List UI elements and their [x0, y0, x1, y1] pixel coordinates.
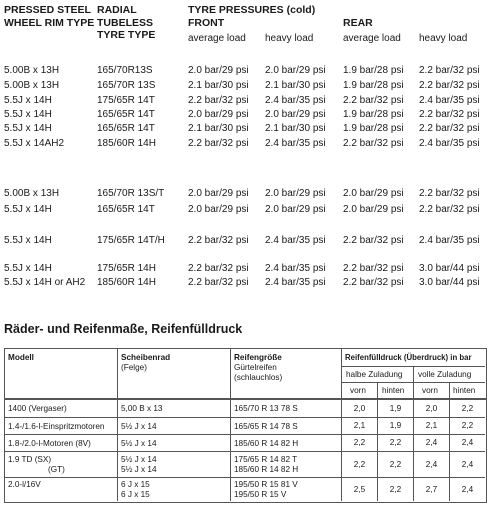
- tyre-header-line2: TUBELESS: [97, 16, 154, 29]
- english-cell-rim-type: 5.5J x 14H: [4, 109, 52, 120]
- german-cell-reifen: 165/70 R 13 78 S: [234, 404, 298, 413]
- english-cell-front-heavy: 2.4 bar/35 psi: [265, 263, 326, 274]
- english-cell-tyre-type: 165/70R 13S: [97, 80, 156, 91]
- english-cell-tyre-type: 175/65R 14T: [97, 95, 155, 106]
- tyre-type-header: [97, 4, 155, 42]
- rear-header: REAR: [343, 17, 373, 29]
- english-cell-rim-type: 5.5J x 14H: [4, 95, 52, 106]
- german-cell-reifen: 165/65 R 14 78 S: [234, 421, 298, 431]
- english-cell-rear-heavy: 2.2 bar/32 psi: [419, 80, 480, 91]
- felge-header: (Felge): [121, 363, 147, 372]
- rim-header-line1: PRESSED STEEL: [4, 4, 91, 16]
- english-cell-front-heavy: 2.1 bar/30 psi: [265, 80, 326, 91]
- english-cell-rear-heavy: 2.4 bar/35 psi: [419, 235, 480, 246]
- english-cell-rear-heavy: 2.2 bar/32 psi: [419, 188, 480, 199]
- english-cell-front-heavy: 2.0 bar/29 psi: [265, 65, 326, 76]
- english-cell-rim-type: 5.5J x 14H: [4, 204, 52, 215]
- german-row-rule: [5, 434, 485, 435]
- english-cell-front-average: 2.1 bar/30 psi: [188, 80, 249, 91]
- volle-zuladung-header: volle Zuladung: [418, 370, 472, 379]
- german-cell-felge: 5,00 B x 13: [121, 404, 163, 413]
- german-cell-hinten-halbe: 1,9: [389, 403, 402, 413]
- english-cell-front-average: 2.2 bar/32 psi: [188, 277, 249, 288]
- english-cell-rear-heavy: 3.0 bar/44 psi: [419, 277, 480, 288]
- english-cell-rim-type: 5.00B x 13H: [4, 188, 60, 199]
- guertelreifen-header: Gürtelreifen: [234, 363, 277, 372]
- german-cell-felge: 5½ J x 14: [121, 438, 157, 448]
- german-cell-vorn-volle: 2,4: [425, 438, 438, 447]
- english-cell-tyre-type: 165/70R13S: [97, 65, 153, 76]
- hinten2-header: hinten: [453, 386, 476, 395]
- rear-heavy-load: heavy load: [419, 33, 468, 44]
- english-cell-front-average: 2.2 bar/32 psi: [188, 138, 249, 149]
- english-cell-front-heavy: 2.0 bar/29 psi: [265, 109, 326, 120]
- halbe-zuladung-header: halbe Zuladung: [346, 370, 403, 379]
- english-cell-tyre-type: 185/60R 14H: [97, 277, 156, 288]
- german-cell-felge: 5½ J x 14: [121, 455, 157, 464]
- german-cell-vorn-volle: 2,7: [425, 484, 438, 494]
- german-row-rule: [5, 451, 485, 452]
- german-cell-hinten-volle: 2,2: [461, 403, 474, 413]
- scheibenrad-header: Scheibenrad: [121, 353, 171, 362]
- english-cell-tyre-type: 185/60R 14H: [97, 138, 156, 149]
- rim-type-header: [4, 4, 94, 29]
- english-cell-tyre-type: 165/65R 14T: [97, 123, 155, 134]
- english-cell-rear-heavy: 2.2 bar/32 psi: [419, 123, 480, 134]
- english-cell-front-average: 2.2 bar/32 psi: [188, 95, 249, 106]
- english-cell-tyre-type: 175/65R 14H: [97, 263, 156, 274]
- english-cell-front-average: 2.0 bar/29 psi: [188, 65, 249, 76]
- english-cell-rear-heavy: 3.0 bar/44 psi: [419, 263, 480, 274]
- tyre-header-line3: TYRE TYPE: [97, 29, 156, 41]
- english-cell-front-heavy: 2.1 bar/30 psi: [265, 123, 326, 134]
- english-cell-rear-heavy: 2.2 bar/32 psi: [419, 65, 480, 76]
- fuelldruck-header: Reifenfülldruck (Überdruck) in bar: [345, 353, 472, 362]
- german-cell-vorn-halbe: 2,2: [353, 459, 366, 469]
- hinten1-header: hinten: [382, 386, 405, 395]
- front-average-load: average load: [188, 33, 246, 44]
- english-cell-front-heavy: 2.0 bar/29 psi: [265, 188, 326, 199]
- modell-header: Modell: [8, 353, 34, 362]
- english-cell-rim-type: 5.5J x 14H: [4, 235, 52, 246]
- german-cell-reifen: 175/65 R 14 82 T: [234, 455, 298, 464]
- english-cell-tyre-type: 165/70R 13S/T: [97, 188, 165, 199]
- english-cell-tyre-type: 165/65R 14T: [97, 109, 155, 120]
- english-cell-front-average: 2.0 bar/29 psi: [188, 109, 249, 120]
- english-cell-rim-type: 5.5J x 14H: [4, 123, 52, 134]
- english-cell-front-heavy: 2.0 bar/29 psi: [265, 204, 326, 215]
- english-cell-front-average: 2.1 bar/30 psi: [188, 123, 249, 134]
- english-cell-rear-heavy: 2.4 bar/35 psi: [419, 138, 480, 149]
- english-cell-front-heavy: 2.4 bar/35 psi: [265, 277, 326, 288]
- english-cell-rear-average: 1.9 bar/28 psi: [343, 109, 404, 120]
- schlauchlos-header: (schlauchlos): [234, 373, 283, 382]
- english-cell-rear-average: 2.2 bar/32 psi: [343, 235, 404, 246]
- english-cell-front-heavy: 2.4 bar/35 psi: [265, 95, 326, 106]
- english-cell-rear-heavy: 2.2 bar/32 psi: [419, 204, 480, 215]
- german-cell-vorn-volle: 2,0: [425, 403, 438, 413]
- english-cell-front-average: 2.2 bar/32 psi: [188, 235, 249, 246]
- english-cell-rim-type: 5.00B x 13H: [4, 80, 60, 91]
- german-cell-hinten-halbe: 2,2: [389, 484, 402, 494]
- vorn2-header: vorn: [422, 386, 438, 395]
- german-cell-reifen: 185/60 R 14 82 H: [234, 465, 299, 474]
- german-cell-felge: 6 J x 15: [121, 490, 150, 499]
- english-cell-front-average: 2.0 bar/29 psi: [188, 188, 249, 199]
- english-cell-rear-average: 2.2 bar/32 psi: [343, 138, 404, 149]
- english-cell-front-heavy: 2.4 bar/35 psi: [265, 138, 326, 149]
- english-cell-rear-heavy: 2.2 bar/32 psi: [419, 109, 480, 120]
- col-divider-2: [230, 349, 231, 501]
- german-cell-hinten-volle: 2,4: [461, 484, 474, 494]
- rim-header-line2: WHEEL RIM TYPE: [4, 16, 95, 29]
- vorn1-header: vorn: [350, 386, 366, 395]
- english-cell-rear-average: 1.9 bar/28 psi: [343, 80, 404, 91]
- german-cell-reifen: 185/60 R 14 82 H: [234, 438, 299, 448]
- german-cell-hinten-volle: 2,2: [461, 421, 474, 430]
- english-cell-rim-type: 5.00B x 13H: [4, 65, 60, 76]
- german-row-rule: [5, 477, 485, 478]
- german-cell-modell: 1.9 TD (SX): [8, 455, 52, 464]
- german-cell-reifen: 195/50 R 15 81 V: [234, 480, 298, 489]
- german-cell-vorn-halbe: 2,0: [353, 403, 366, 413]
- front-heavy-load: heavy load: [265, 33, 314, 44]
- english-cell-rear-average: 2.2 bar/32 psi: [343, 263, 404, 274]
- english-cell-rear-average: 1.9 bar/28 psi: [343, 123, 404, 134]
- german-cell-reifen: 195/50 R 15 V: [234, 490, 287, 499]
- col-divider-1: [117, 349, 118, 501]
- german-cell-vorn-halbe: 2,1: [353, 421, 366, 430]
- german-row-rule: [5, 417, 485, 418]
- german-cell-vorn-volle: 2,1: [425, 421, 438, 430]
- english-cell-rim-type: 5.5J x 14AH2: [4, 138, 65, 149]
- german-cell-hinten-volle: 2,4: [461, 459, 474, 469]
- german-cell-vorn-halbe: 2,5: [353, 484, 366, 494]
- english-cell-tyre-type: 165/65R 14T: [97, 204, 155, 215]
- reifengroesse-header: Reifengröße: [234, 353, 282, 362]
- german-cell-modell: (GT): [48, 465, 65, 474]
- english-cell-rear-average: 2.0 bar/29 psi: [343, 188, 404, 199]
- german-cell-modell: 1.4-/1.6-l-Einspritzmotoren: [8, 421, 105, 431]
- front-header: FRONT: [188, 17, 225, 29]
- english-cell-rim-type: 5.5J x 14H: [4, 263, 52, 274]
- tyre-header-line1: RADIAL: [97, 4, 137, 16]
- english-cell-rim-type: 5.5J x 14H or AH2: [4, 277, 86, 288]
- english-cell-rear-average: 2.2 bar/32 psi: [343, 95, 404, 106]
- german-cell-modell: 1.8-/2.0-l-Motoren (8V): [8, 438, 91, 448]
- german-cell-modell: 1400 (Vergaser): [8, 404, 67, 413]
- german-cell-hinten-halbe: 1,9: [389, 421, 402, 430]
- german-cell-vorn-volle: 2,4: [425, 459, 438, 469]
- german-table-title: Räder- und Reifenmaße, Reifenfülldruck: [4, 322, 243, 336]
- english-cell-rear-heavy: 2.4 bar/35 psi: [419, 95, 480, 106]
- german-cell-felge: 5½ J x 14: [121, 421, 157, 431]
- german-cell-hinten-halbe: 2,2: [389, 438, 402, 447]
- english-cell-front-average: 2.0 bar/29 psi: [188, 204, 249, 215]
- german-cell-vorn-halbe: 2,2: [353, 438, 366, 447]
- english-cell-rear-average: 2.0 bar/29 psi: [343, 204, 404, 215]
- english-cell-front-average: 2.2 bar/32 psi: [188, 263, 249, 274]
- german-cell-felge: 5½ J x 14: [121, 465, 157, 474]
- german-cell-felge: 6 J x 15: [121, 480, 150, 489]
- rear-average-load: average load: [343, 33, 401, 44]
- german-cell-hinten-volle: 2,4: [461, 438, 474, 447]
- pressures-title: TYRE PRESSURES (cold): [188, 4, 316, 16]
- german-cell-modell: 2.0-l/16V: [8, 480, 41, 489]
- english-cell-tyre-type: 175/65R 14T/H: [97, 235, 165, 246]
- english-cell-rear-average: 2.2 bar/32 psi: [343, 277, 404, 288]
- german-cell-hinten-halbe: 2,2: [389, 459, 402, 469]
- english-cell-front-heavy: 2.4 bar/35 psi: [265, 235, 326, 246]
- english-cell-rear-average: 1.9 bar/28 psi: [343, 65, 404, 76]
